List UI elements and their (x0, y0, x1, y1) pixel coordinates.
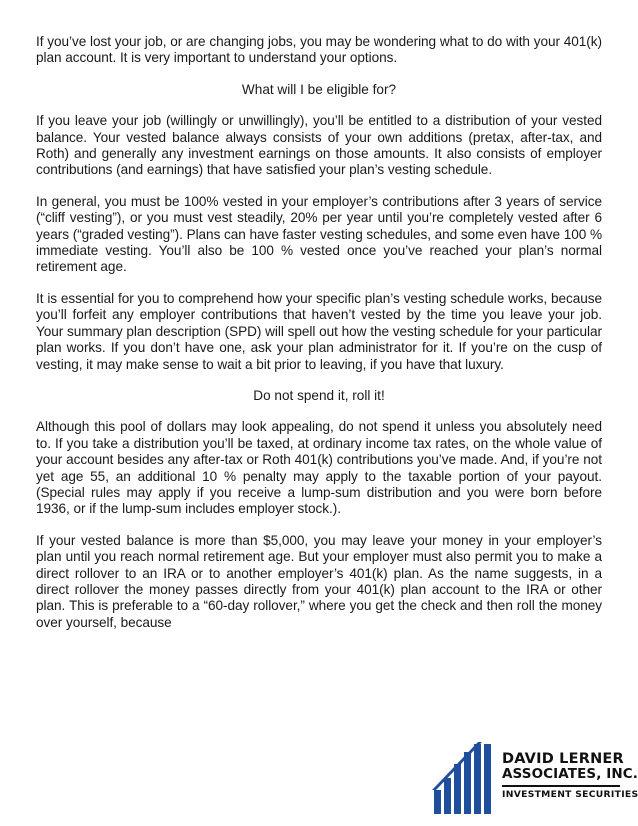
logo-tagline: INVESTMENT SECURITIES (502, 789, 638, 800)
section-heading-eligibility: What will I be eligible for? (241, 81, 397, 97)
logo-associates: ASSOCIATES, INC. (502, 766, 638, 782)
section-heading-roll-it: Do not spend it, roll it! (253, 387, 385, 403)
paragraph-spd: It is essential for you to comprehend how your specific plan’s vesting schedule works, because you’ll forfeit any employer contributions that haven’t vested by the time you leave your job. Your summary plan description (SPD) will spell out how the vesting schedule for your particular plan works. If you don’t have one, ask your plan administrator for it. If you’re on the cusp of vesting, it may make sense to wait a bit prior to leaving, if you have that luxury. (36, 290, 602, 372)
logo-text (502, 751, 638, 800)
document-body (36, 34, 602, 646)
logo-name: DAVID LERNER (502, 751, 624, 767)
paragraph-direct-rollover: If your vested balance is more than $5,000, you may leave your money in your employer’s plan until you reach normal retirement age. But your employer must also permit you to make a direct rollover to an IRA or to another employer’s 401(k) plan. As the name suggests, in a direct rollover the money passes directly from your 401(k) plan account to the IRA or other plan. This is preferable to a “60-day rollover,” where you get the check and then roll the money over yourself, because (36, 532, 602, 630)
paragraph-vesting-schedules: In general, you must be 100% vested in your employer’s contributions after 3 years of service (“cliff vesting”), or you must vest steadily, 20% per year until you’re completely vested after 6 years (“graded vesting”). Plans can have faster vesting schedules, and some even have 100 % immediate vesting. You’ll also be 100 % vested once you’ve reached your plan’s normal retirement age. (36, 193, 602, 275)
company-logo (432, 742, 638, 814)
paragraph-distribution-tax: Although this pool of dollars may look appealing, do not spend it unless you absolutely need to. If you take a distribution you’ll be taxed, at ordinary income tax rates, on the whole value of your account besides any after-tax or Roth 401(k) contributions you’ve made. And, if you’re not yet age 55, an additional 10 % penalty may apply to the taxable portion of your payout. (Special rules may apply if you receive a lump-sum distribution and you were born before 1936, or if the lump-sum includes employer stock.). (36, 419, 602, 517)
building-columns-icon (432, 742, 498, 814)
paragraph-vested-balance: If you leave your job (willingly or unwillingly), you’ll be entitled to a distribution of your vested balance. Your vested balance always consists of your own additions (pretax, after-tax, and Roth) and generally any investment earnings on those amounts. It also consists of employer contributions (and earnings) that have satisfied your plan’s vesting schedule. (36, 113, 602, 178)
intro-paragraph: If you’ve lost your job, or are changing jobs, you may be wondering what to do with your 401(k) plan account. It is very important to understand your options. (36, 34, 602, 66)
logo-divider (502, 785, 620, 787)
